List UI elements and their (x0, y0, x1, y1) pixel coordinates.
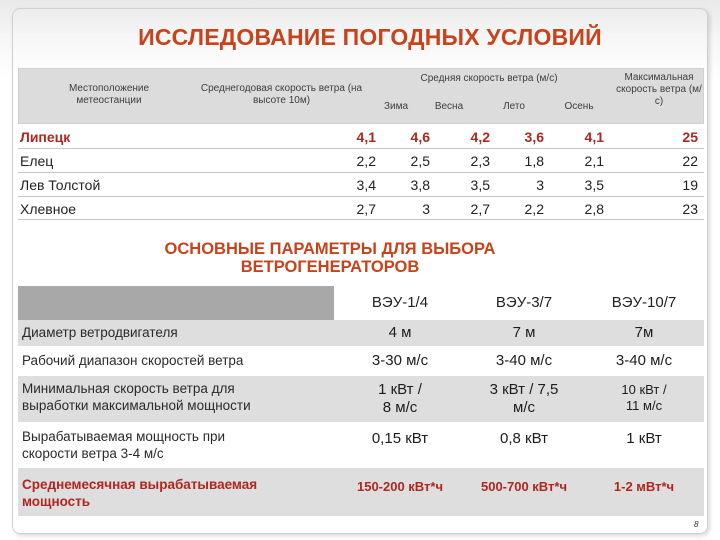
monthly-energy-value: 1-2 мВт*ч (613, 479, 675, 494)
annual-value: 4,1 (356, 129, 376, 145)
header-max-speed: Максимальная скорость ветра (м/с) (616, 72, 702, 107)
row-label-min-speed (22, 380, 251, 414)
header-season-summer: Лето (503, 101, 525, 112)
label-line: скорости ветра 3-4 м/с (22, 446, 164, 461)
autumn-value: 2,8 (584, 201, 604, 217)
winter-value: 4,6 (410, 129, 430, 145)
summer-value: 3 (536, 177, 544, 193)
value-line: 1 кВт / (378, 381, 422, 398)
diameter-value: 7м (634, 324, 654, 341)
power-output-value: 1 кВт (626, 430, 662, 447)
weather-row (18, 150, 704, 172)
autumn-value: 2,1 (584, 153, 604, 169)
summer-value: 1,8 (524, 153, 544, 169)
station-name: Лев Толстой (20, 177, 101, 193)
winter-value: 2,5 (410, 153, 430, 169)
max-value: 22 (682, 153, 698, 169)
label-line: Среднемесячная вырабатываемая (22, 477, 258, 492)
value-line: 11 м/с (625, 398, 663, 413)
max-value: 25 (682, 129, 698, 145)
autumn-value: 4,1 (584, 129, 604, 145)
subtitle-line-1: ОСНОВНЫЕ ПАРАМЕТРЫ ДЛЯ ВЫБОРА (164, 240, 496, 258)
generator-table (18, 286, 704, 520)
label-line: Минимальная скорость ветра для (22, 381, 235, 396)
station-name: Липецк (20, 129, 71, 145)
winter-value: 3,8 (410, 177, 430, 193)
label-line: Вырабатываемая мощность при (22, 429, 226, 444)
column-head-veu-3-7: ВЭУ-3/7 (495, 294, 553, 311)
spring-value: 4,2 (470, 129, 490, 145)
weather-row (18, 198, 704, 220)
spring-value: 3,5 (470, 177, 490, 193)
power-output-value: 0,15 кВт (371, 430, 429, 447)
annual-value: 2,7 (356, 201, 376, 217)
station-name: Елец (20, 153, 54, 169)
monthly-energy-value: 150-200 кВт*ч (356, 479, 444, 494)
section-subtitle (100, 240, 560, 276)
value-line: 3 кВт / 7,5 (489, 381, 559, 398)
speed-range-value: 3-30 м/с (371, 352, 429, 369)
row-divider (18, 148, 704, 149)
station-name: Хлевное (20, 201, 77, 217)
annual-value: 3,4 (356, 177, 376, 193)
speed-range-value: 3-40 м/с (495, 352, 553, 369)
generator-header-blank (18, 286, 334, 320)
value-line: 10 кВт / (621, 382, 667, 397)
power-output-value: 0,8 кВт (500, 430, 548, 447)
speed-range-value: 3-40 м/с (615, 352, 673, 369)
row-divider (18, 219, 704, 220)
page-title: ИССЛЕДОВАНИЕ ПОГОДНЫХ УСЛОВИЙ (138, 24, 602, 50)
summer-value: 3,6 (524, 129, 544, 145)
header-season-spring: Весна (434, 101, 464, 112)
min-speed-value (584, 382, 704, 414)
spring-value: 2,7 (470, 201, 490, 217)
summer-value: 2,2 (524, 201, 544, 217)
row-divider (18, 172, 704, 173)
weather-row (18, 174, 704, 196)
max-value: 19 (682, 177, 698, 193)
header-season-autumn: Осень (564, 101, 594, 112)
weather-table (18, 68, 704, 218)
monthly-energy-value: 500-700 кВт*ч (480, 479, 568, 494)
value-line: м/с (513, 399, 535, 416)
row-label-speed-range: Рабочий диапазон скоростей ветра (22, 353, 244, 368)
annual-value: 2,2 (356, 153, 376, 169)
subtitle-line-2: ВЕТРОГЕНЕРАТОРОВ (240, 258, 420, 276)
header-seasonal-group: Средняя скорость ветра (м/с) (420, 73, 558, 84)
value-line: 8 м/с (382, 399, 418, 416)
row-label-diameter: Диаметр ветродвигателя (22, 325, 178, 340)
max-value: 23 (682, 201, 698, 217)
header-location: Местоположение метеостанции (68, 83, 150, 106)
header-season-winter: Зима (383, 101, 409, 112)
weather-row (18, 126, 704, 148)
column-head-veu-10-7: ВЭУ-10/7 (611, 294, 677, 311)
weather-table-header (18, 68, 704, 124)
header-annual-speed: Среднегодовая скорость ветра (на высоте 10м) (200, 83, 363, 106)
label-line: мощность (22, 494, 91, 509)
row-label-monthly-energy (22, 476, 257, 510)
row-label-power-output (22, 428, 225, 462)
label-line: выработки максимальной мощности (22, 398, 251, 413)
diameter-value: 4 м (388, 324, 412, 341)
min-speed-value (464, 381, 584, 417)
column-head-veu-1-4: ВЭУ-1/4 (371, 294, 429, 311)
autumn-value: 3,5 (584, 177, 604, 193)
page-number: 8 (694, 520, 699, 529)
row-divider (18, 196, 704, 197)
diameter-value: 7 м (512, 324, 536, 341)
winter-value: 3 (422, 201, 430, 217)
spring-value: 2,3 (470, 153, 490, 169)
min-speed-value (340, 381, 460, 417)
